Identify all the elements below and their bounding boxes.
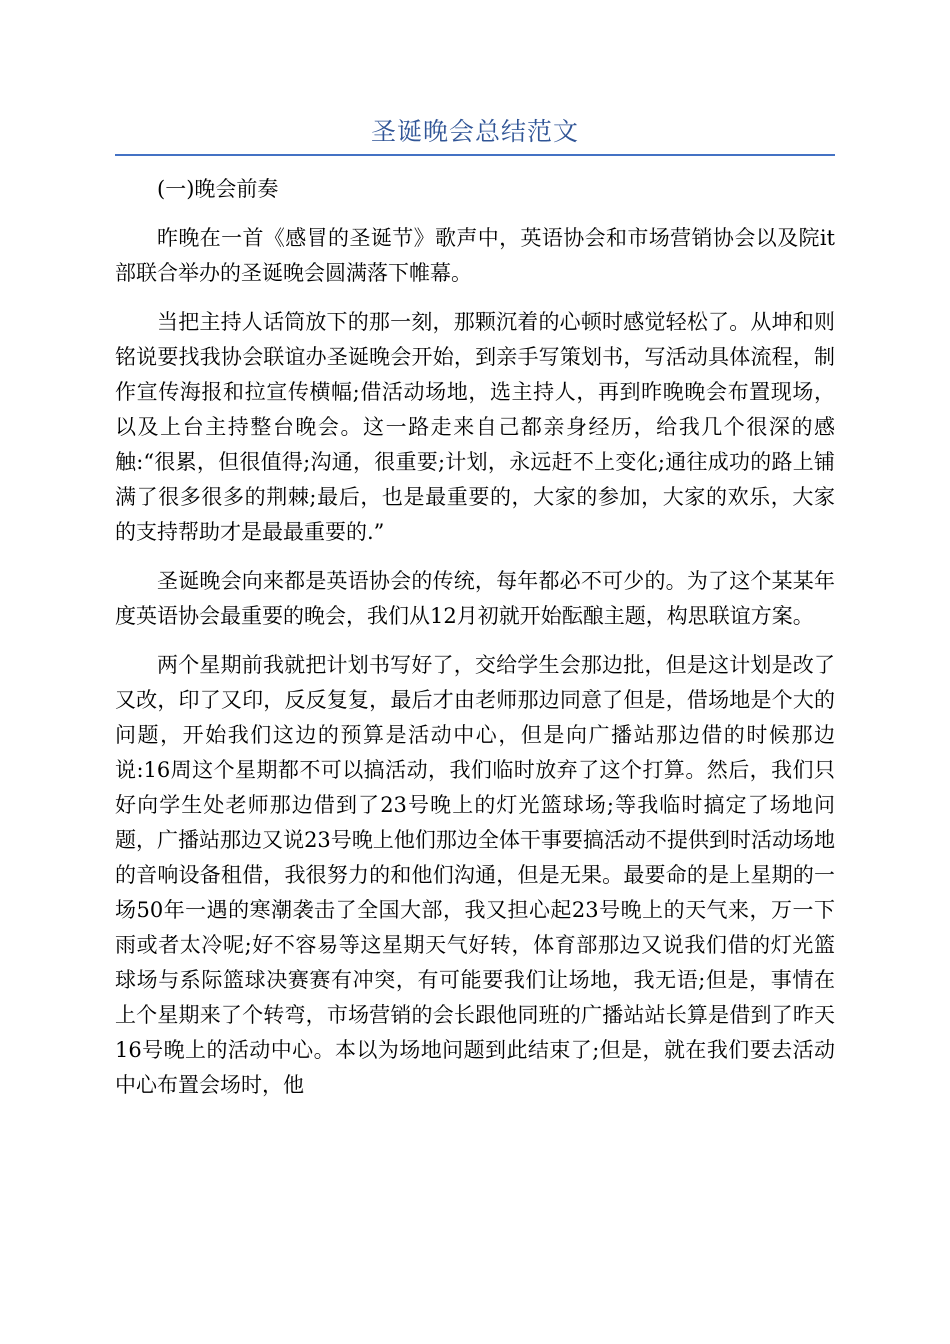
document-title: 圣诞晚会总结范文 xyxy=(370,117,579,146)
paragraph-tradition: 圣诞晚会向来都是英语协会的传统，每年都必不可少的。为了这个某某年度英语协会最重要的晚会，我们从12月初就开始酝酿主题，构思联谊方案。 xyxy=(115,569,835,628)
document-body xyxy=(115,172,835,1117)
title-underline xyxy=(115,154,835,156)
paragraph-intro: 昨晚在一首《感冒的圣诞节》歌声中，英语协会和市场营销协会以及院it部联合举办的圣诞晚会圆满落下帷幕。 xyxy=(115,226,835,285)
paragraph-venue: 两个星期前我就把计划书写好了，交给学生会那边批，但是这计划是改了又改，印了又印，反反复复，最后才由老师那边同意了但是，借场地是个大的问题，开始我们这边的预算是活动中心，但是向广播站那边借的时候那边说:16周这个星期都不可以搞活动，我们临时放弃了这个打算。然后，我们只好向学生处老师那边借到了23号晚上的灯光篮球场;等我临时搞定了场地问题，广播站那边又说23号晚上他们那边全体干事要搞活动不提供到时活动场地的音响设备租借，我很努力的和他们沟通，但是无果。最要命的是上星期的一场50年一遇的寒潮袭击了全国大部，我又担心起23号晚上的天气来，万一下雨或者太冷呢;好不容易等这星期天气好转，体育部那边又说我们借的灯光篮球场与系际篮球决赛赛有冲突，有可能要我们让场地，我无语;但是，事情在上个星期来了个转弯，市场营销的会长跟他同班的广播站站长算是借到了昨天16号晚上的活动中心。本以为场地问题到此结束了;但是，就在我们要去活动中心布置会场时，他 xyxy=(115,653,835,1097)
section-heading: (一)晚会前奏 xyxy=(157,177,279,201)
paragraph-feelings: 当把主持人话筒放下的那一刻，那颗沉着的心顿时感觉轻松了。从坤和则铭说要找我协会联谊办圣诞晚会开始，到亲手写策划书，写活动具体流程，制作宣传海报和拉宣传横幅;借活动场地，选主持人，再到昨晚晚会布置现场，以及上台主持整台晚会。这一路走来自己都亲身经历，给我几个很深的感触:“很累，但很值得;沟通，很重要;计划，永远赶不上变化;通往成功的路上铺满了很多很多的荆棘;最后，也是最重要的，大家的参加，大家的欢乐，大家的支持帮助才是最最重要的.” xyxy=(115,310,835,544)
